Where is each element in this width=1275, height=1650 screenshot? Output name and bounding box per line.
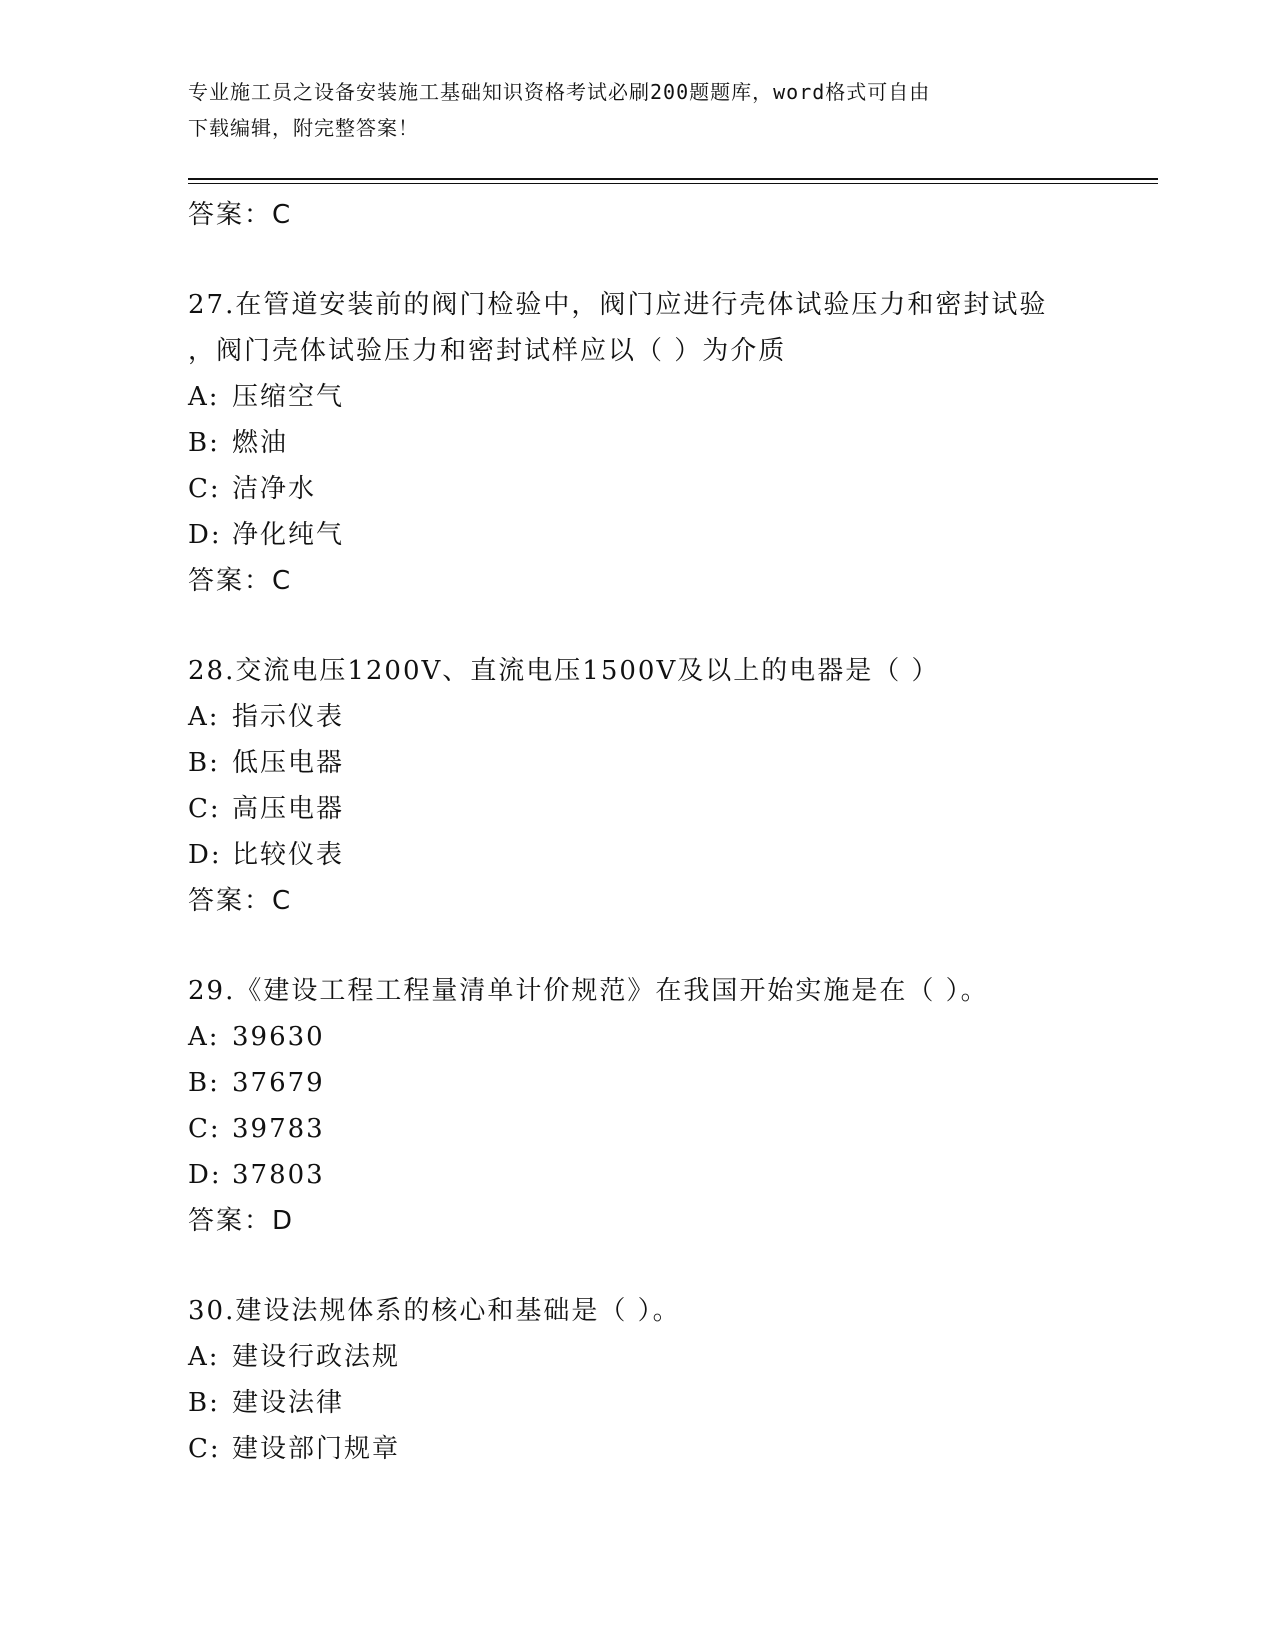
- answer-line: 答案：C: [188, 886, 293, 916]
- option-c: [188, 466, 1088, 512]
- option-letter: B:: [188, 1068, 220, 1098]
- option-d: [188, 1152, 1088, 1198]
- option-a: [188, 1334, 1088, 1380]
- question-stem: ，阀门壳体试验压力和密封试样应以（ ）为介质: [188, 336, 787, 366]
- question-28: [188, 648, 1088, 924]
- option-b: [188, 1060, 1088, 1106]
- question-stem: 29.《建设工程工程量清单计价规范》在我国开始实施是在（ ）。: [188, 976, 989, 1006]
- option-a: [188, 1014, 1088, 1060]
- option-letter: B:: [188, 748, 220, 778]
- option-text: 比较仪表: [232, 840, 345, 870]
- option-c: [188, 786, 1088, 832]
- option-letter: C:: [188, 474, 221, 504]
- option-text: 37679: [232, 1068, 325, 1098]
- option-a: [188, 374, 1088, 420]
- spacer: [188, 1244, 1088, 1288]
- option-letter: A:: [188, 382, 220, 412]
- header-line-1: 专业施工员之设备安装施工基础知识资格考试必刷200题题库，word格式可自由: [188, 80, 931, 104]
- option-text: 39783: [232, 1114, 325, 1144]
- question-30: [188, 1288, 1088, 1472]
- option-b: [188, 420, 1088, 466]
- option-text: 压缩空气: [232, 382, 345, 412]
- option-text: 净化纯气: [232, 520, 345, 550]
- option-letter: B:: [188, 1388, 220, 1418]
- question-stem: 27.在管道安装前的阀门检验中，阀门应进行壳体试验压力和密封试验: [188, 290, 1048, 320]
- question-list: [188, 192, 1088, 1472]
- question-29: [188, 968, 1088, 1244]
- option-letter: A:: [188, 1022, 220, 1052]
- question-27: [188, 282, 1088, 604]
- option-letter: C:: [188, 1114, 221, 1144]
- option-text: 建设行政法规: [232, 1342, 401, 1372]
- option-letter: C:: [188, 794, 221, 824]
- option-letter: D:: [188, 520, 222, 550]
- question-stem: 28.交流电压1200V、直流电压1500V及以上的电器是（ ）: [188, 656, 940, 686]
- option-text: 37803: [232, 1160, 325, 1190]
- option-b: [188, 1380, 1088, 1426]
- question-stem: 30.建设法规体系的核心和基础是（ ）。: [188, 1296, 681, 1326]
- page-header: [188, 74, 1068, 146]
- option-letter: A:: [188, 1342, 220, 1372]
- option-text: 指示仪表: [232, 702, 345, 732]
- option-text: 39630: [232, 1022, 325, 1052]
- option-text: 建设部门规章: [232, 1434, 401, 1464]
- answer-line: 答案：D: [188, 1206, 295, 1236]
- option-letter: A:: [188, 702, 220, 732]
- option-text: 高压电器: [232, 794, 345, 824]
- spacer: [188, 238, 1088, 282]
- option-text: 燃油: [232, 428, 289, 458]
- option-d: [188, 512, 1088, 558]
- spacer: [188, 604, 1088, 648]
- option-letter: D:: [188, 840, 222, 870]
- option-c: [188, 1426, 1088, 1472]
- option-b: [188, 740, 1088, 786]
- option-text: 洁净水: [232, 474, 317, 504]
- option-a: [188, 694, 1088, 740]
- option-letter: C:: [188, 1434, 221, 1464]
- option-d: [188, 832, 1088, 878]
- option-letter: B:: [188, 428, 220, 458]
- header-divider-thin: [188, 183, 1158, 184]
- header-divider-thick: [188, 178, 1158, 180]
- option-text: 低压电器: [232, 748, 345, 778]
- option-c: [188, 1106, 1088, 1152]
- previous-answer: 答案：C: [188, 200, 293, 230]
- option-text: 建设法律: [232, 1388, 345, 1418]
- answer-line: 答案：C: [188, 566, 293, 596]
- header-line-2: 下载编辑，附完整答案！: [188, 116, 419, 140]
- spacer: [188, 924, 1088, 968]
- option-letter: D:: [188, 1160, 222, 1190]
